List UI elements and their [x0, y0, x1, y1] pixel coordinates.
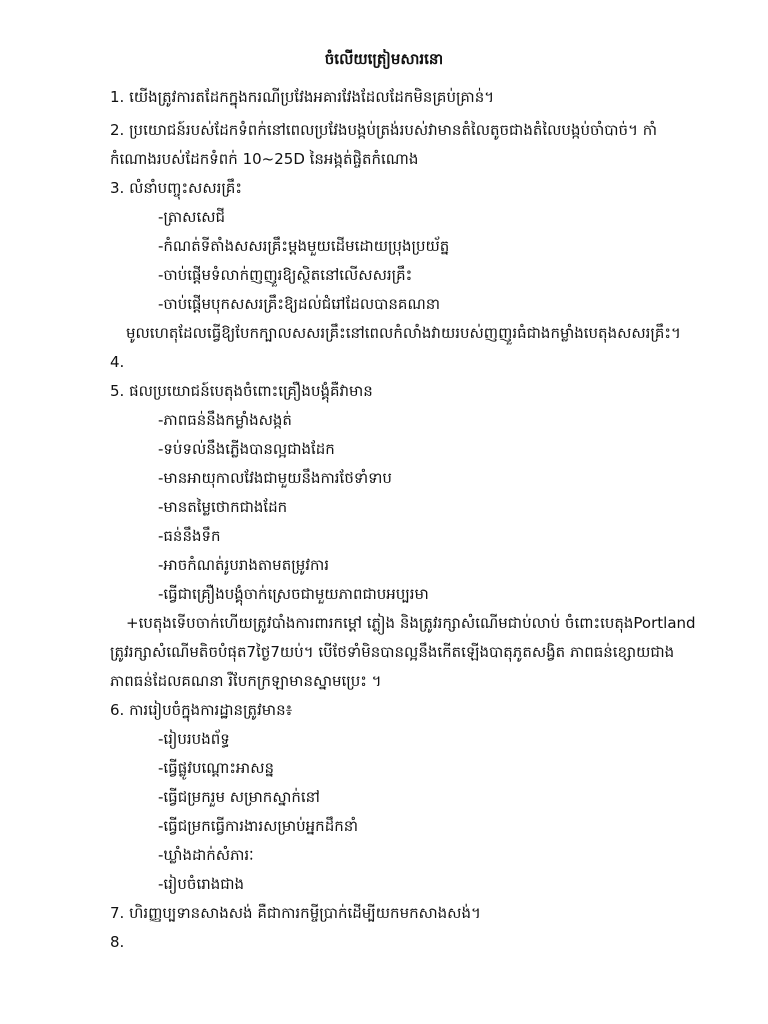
answer-6-task: -ធ្វើផ្លូវបណ្តោះអាសន្ន: [158, 759, 275, 777]
answer-5: 5. ផលប្រយោជន៍បេតុងចំពោះគ្រឿងបង្គុំគឺវាមាន: [110, 382, 373, 400]
answer-5-benefit: -ធ្វើជាគ្រឿងបង្គុំចាក់ស្រេចជាមួយភាពជាបអប្បរមា: [158, 585, 429, 603]
answer-8: 8.: [110, 933, 125, 951]
answer-3-note: មូលហេតុដែលធ្វើឱ្យបែកក្បាលសសរគ្រឹះនៅពេលកំលាំងវាយរបស់ញញួរធំជាងកម្លាំងបេតុងសសរគ្រឹះ។: [126, 324, 681, 342]
answer-6-task: -ធ្វើជម្រករួម សម្រាកស្នាក់នៅ: [158, 788, 320, 806]
answer-5-benefit: -ភាពធន់នឹងកម្លាំងសង្កត់: [158, 411, 292, 429]
answer-5-benefit: -មានតម្លៃថោកជាងដែក: [158, 498, 288, 516]
answer-6-task: -រៀបចំរោងជាង: [158, 875, 245, 893]
answer-5-benefit: -ធន់នឹងទឹក: [158, 527, 221, 545]
answer-6-task: -ធ្វើជម្រកធ្វើការងារសម្រាប់អ្នកដឹកនាំ: [158, 817, 359, 835]
answer-3-step: -ចាប់ផ្តើមបុកសសរគ្រឹះឱ្យដល់ជំរៅដែលបានគណនា: [158, 295, 441, 313]
page-title: ចំលើយត្រៀមសារនោ: [324, 50, 444, 68]
answer-6-task: -ឃ្លាំងដាក់សំភារៈ: [158, 846, 254, 864]
answer-5-benefit: -ទប់ទល់នឹងភ្លើងបានល្អជាងដែក: [158, 440, 335, 458]
answer-4: 4.: [110, 353, 125, 371]
answer-6-task: -រៀបរបងព័ទ្ធ: [158, 730, 230, 748]
answer-2-continued: កំណោងរបស់ដែកទំពក់ 10~25D នៃអង្កត់ផ្ចិតកំណោង: [110, 150, 419, 168]
answer-6: 6. ការរៀបចំក្នុងការដ្ឋានត្រូវមាន៖: [110, 701, 293, 719]
answer-3-step: -ចាប់ផ្តើមទំលាក់ញញួរឱ្យស្ថិតនៅលើសសរគ្រឹះ: [158, 266, 413, 284]
answer-7: 7. ហិរញ្ញប្បទានសាងសង់ គឺជាការកម្ចីប្រាក់ដើម្បីយកមកសាងសង់។: [110, 904, 481, 922]
answer-5-note: ត្រូវរក្សាសំណើមតិចបំផុត7ថ្ងៃ7យប់។ បើថែទាំមិនបានល្អនឹងកើតឡើងបាតុភូតសង្វិត ភាពធន់ខ្សោយជាង: [110, 643, 675, 661]
answer-5-note: ភាពធន់ដែលគណនា រឺបែកក្រឡាមានស្នាមប្រេះ ។: [110, 672, 382, 690]
answer-5-benefit: -អាចកំណត់រូបរាងតាមតម្រូវការ: [158, 556, 330, 574]
answer-5-benefit: -មានអាយុកាលវែងជាមួយនឹងការថែទាំទាប: [158, 469, 392, 487]
answer-2: 2. ប្រយោជន៍របស់ដែកទំពក់នៅពេលប្រវែងបង្កប់ត្រង់របស់វាមានតំលៃតូចជាងតំលៃបង្កប់ចាំបាច់។ កាំ: [110, 121, 658, 139]
answer-5-note: +បេតុងទើបចាក់ហើយត្រូវបាំងការពារកម្តៅ ភ្លៀង និងត្រូវរក្សាសំណើមជាប់លាប់ ចំពោះបេតុងPortland: [126, 614, 696, 632]
answer-1: 1. យើងត្រូវការតដែកក្នុងករណីប្រវែងអគារវែងដែលដែកមិនគ្រប់គ្រាន់។: [110, 88, 495, 106]
answer-3: 3. លំនាំបញ្ចុះសសរគ្រឹះ: [110, 179, 242, 197]
answer-3-step: -កំណត់ទីតាំងសសរគ្រឹះម្តងមួយដើមដោយប្រុងប្រយ័ត្ន: [158, 237, 450, 255]
answer-3-step: -ត្រាសសេជី: [158, 208, 226, 226]
